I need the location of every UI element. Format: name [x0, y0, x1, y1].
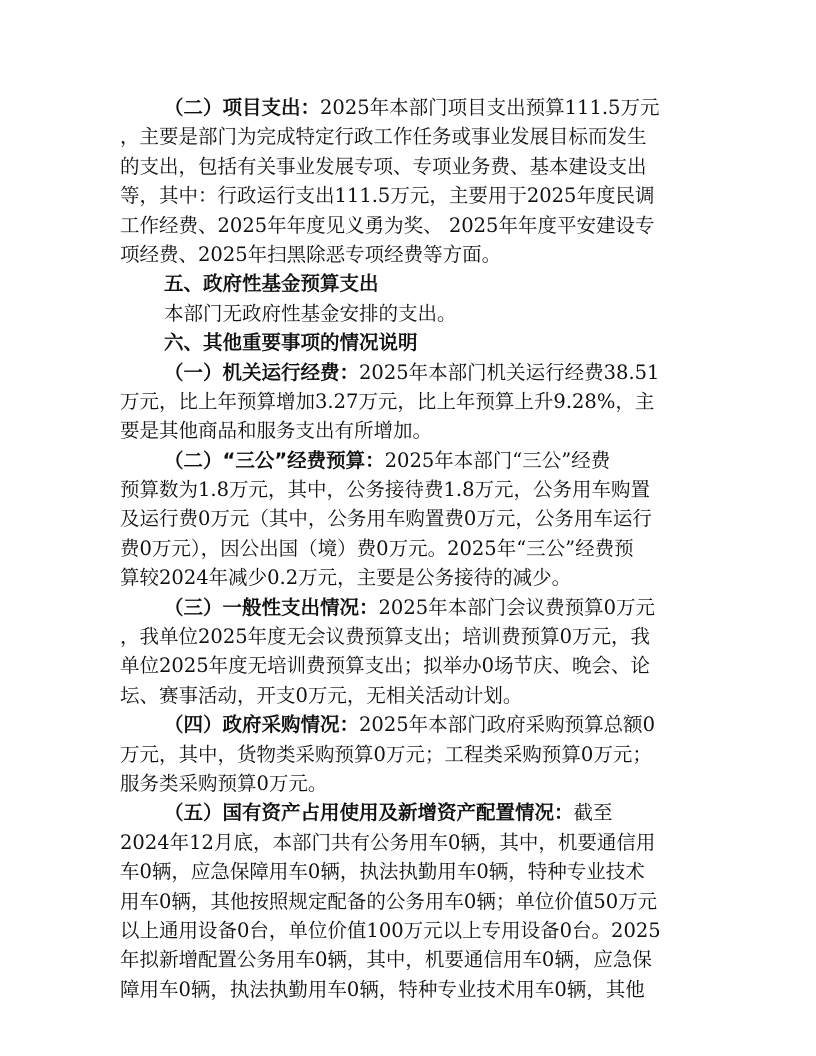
item-1-text: 2025年本部门机关运行经费38.51 [359, 360, 660, 384]
item-2-line-4: 费0万元），因公出国（境）费0万元。2025年“三公”经费预 [120, 536, 634, 560]
item-5-line-2: 2024年12月底，本部门共有公务用车0辆，其中，机要通信用 [120, 830, 656, 854]
item-3-line-2: ，我单位2025年度无会议费预算支出；培训费预算0万元，我 [120, 625, 651, 649]
project-expenditure-line-4: 等，其中：行政运行支出111.5万元，主要用于2025年度民调 [120, 184, 655, 208]
item-2-heading: （二）“三公”经费预算： [164, 448, 385, 472]
item-5-line-5: 以上通用设备0台，单位价值100万元以上专用设备0台。2025 [120, 918, 661, 942]
item-1-line-1 [120, 358, 700, 387]
item-1-line-2: 万元，比上年预算增加3.27万元，比上年预算上升9.28%，主 [120, 389, 655, 413]
item-3-heading: （三）一般性支出情况： [164, 595, 379, 619]
item-5-line-3: 车0辆，应急保障用车0辆，执法执勤用车0辆，特种专业技术 [120, 860, 645, 884]
project-expenditure-line-5: 工作经费、2025年年度见义勇为奖、 2025年年度平安建设专 [120, 213, 655, 237]
item-2-line-5: 算较2024年减少0.2万元，主要是公务接待的减少。 [120, 566, 572, 590]
section-5-text: 本部门无政府性基金安排的支出。 [164, 301, 457, 325]
section-5-title: 五、政府性基金预算支出 [164, 272, 379, 296]
item-5-line-4: 用车0辆，其他按照规定配备的公务用车0辆；单位价值50万元 [120, 889, 658, 913]
item-3-line-3: 单位2025年度无培训费预算支出；拟举办0场节庆、晚会、论 [120, 654, 651, 678]
item-4-text: 2025年本部门政府采购预算总额0 [359, 713, 656, 737]
section-6-title: 六、其他重要事项的情况说明 [164, 331, 418, 355]
item-5-text: 截至 [573, 801, 613, 825]
item-3-line-1 [120, 593, 700, 622]
item-2-line-3: 及运行费0万元（其中，公务用车购置费0万元，公务用车运行 [120, 507, 652, 531]
project-expenditure-heading: （二）项目支出： [164, 96, 321, 119]
item-4-line-2: 万元，其中，货物类采购预算0万元；工程类采购预算0万元； [120, 742, 652, 766]
item-1-heading: （一）机关运行经费： [164, 360, 360, 384]
document-body [120, 93, 700, 1004]
item-4-heading: （四）政府采购情况： [164, 713, 360, 737]
item-5-line-7: 障用车0辆，执法执勤用车0辆，特种专业技术用车0辆，其他 [120, 977, 645, 1001]
item-5-heading: （五）国有资产占用使用及新增资产配置情况： [164, 801, 574, 825]
item-4-line-3: 服务类采购预算0万元。 [120, 771, 328, 795]
item-5-line-6: 年拟新增配置公务用车0辆，其中，机要通信用车0辆，应急保 [120, 948, 652, 972]
project-expenditure-line-1 [120, 93, 700, 122]
item-4-line-1 [120, 710, 700, 739]
project-expenditure-line-2: ，主要是部门为完成特定行政工作任务或事业发展目标而发生 [120, 125, 647, 149]
item-2-line-2: 预算数为1.8万元，其中，公务接待费1.8万元，公务用车购置 [120, 478, 651, 502]
item-5-line-1 [120, 798, 700, 827]
item-2-line-1 [120, 446, 700, 475]
project-expenditure-text: 2025年本部门项目支出预算111.5万元 [320, 96, 660, 119]
item-2-text: 2025年本部门“三公”经费 [384, 448, 611, 472]
project-expenditure-line-3: 的支出，包括有关事业发展专项、专项业务费、基本建设支出 [120, 154, 647, 178]
project-expenditure-line-6: 项经费、2025年扫黑除恶专项经费等方面。 [120, 242, 502, 266]
item-1-line-3: 要是其他商品和服务支出有所增加。 [120, 419, 433, 443]
item-3-text: 2025年本部门会议费预算0万元 [378, 595, 656, 619]
item-3-line-4: 坛、赛事活动，开支0万元，无相关活动计划。 [120, 683, 523, 707]
